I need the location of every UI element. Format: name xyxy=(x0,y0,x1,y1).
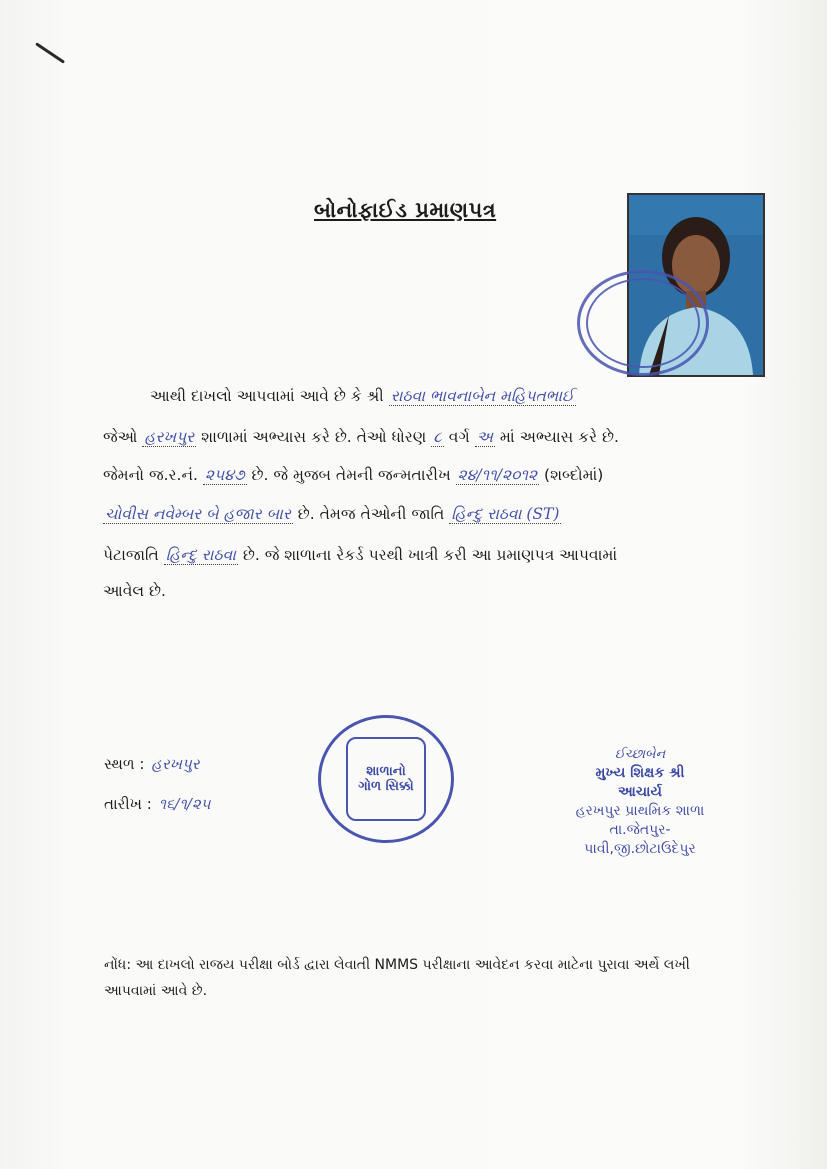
headmaster-signature-block xyxy=(555,745,725,859)
signature-scribble: ઈચ્છાબેન xyxy=(614,747,666,762)
line5-suffix: છે. જે શાળાના રેકર્ડ પરથી ખાત્રી કરી આ પ્રમાણપત્ર આપવામાં xyxy=(242,546,618,564)
line3-mid: છે. જે મુજબ તેમની જન્મતારીખ xyxy=(251,466,451,484)
pen-mark xyxy=(35,42,65,63)
line2-mid: શાળામાં અભ્યાસ કરે છે. તેઓ ધોરણ xyxy=(201,428,427,446)
line-dob-words-caste xyxy=(103,505,561,524)
dob-field: ૨૪/૧૧/૨૦૧૨ xyxy=(457,466,538,484)
line4-mid: છે. તેમજ તેઓની જાતિ xyxy=(297,505,445,523)
line-subcaste xyxy=(103,546,617,565)
line2-mid2: વર્ગ xyxy=(448,428,470,446)
line1-text: આથી દાખલો આપવામાં આવે છે કે શ્રી xyxy=(150,387,384,405)
stamp-text: શાળાનો xyxy=(366,764,406,779)
signature-title: મુખ્ય શિક્ષક શ્રી xyxy=(595,765,685,781)
line-register-dob xyxy=(103,466,603,485)
line-student-name xyxy=(150,387,576,406)
division-field: અ xyxy=(476,428,493,446)
signature-role: આચાર્ય xyxy=(618,784,662,800)
line3-suffix: (શબ્દોમાં) xyxy=(544,466,604,484)
stamp-inner-box xyxy=(346,737,426,821)
line2-suffix: માં અભ્યાસ કરે છે. xyxy=(499,428,619,446)
footnote: નોંધ: આ દાખલો રાજય પરીક્ષા બોર્ડ દ્વારા લેવાતી NMMS પરીક્ષાના આવેદન કરવા માટેના પુરાવા અર્થે લખી આપવામાં આવે છે. xyxy=(104,957,690,999)
line-closing: આવેલ છે. xyxy=(103,582,166,600)
certificate-title: બોનોફાઈડ પ્રમાણપત્ર xyxy=(314,198,497,222)
line-school-class xyxy=(103,428,619,447)
line5-prefix: પેટાજાતિ xyxy=(103,546,159,564)
place-label: સ્થળ : xyxy=(104,755,145,773)
place-value: હરખપુર xyxy=(151,755,200,773)
student-name-field: રાઠવા ભાવનાબેન મહિપતભાઈ xyxy=(390,387,574,405)
school-round-stamp xyxy=(318,715,454,843)
date-row xyxy=(104,795,212,813)
signature-address: તા.જેતપુર-પાવી,જી.છોટાઉદેપુર xyxy=(584,822,696,857)
photo-attestation-stamp xyxy=(577,270,709,376)
dob-words-field: ચોવીસ નવેમ્બર બે હજાર બાર xyxy=(105,505,291,523)
signature-school: હરખપુર પ્રાથમિક શાળા xyxy=(575,803,705,819)
school-field: હરખપુર xyxy=(144,428,195,446)
date-label: તારીખ : xyxy=(104,795,152,813)
line2-prefix: જેઓ xyxy=(103,428,138,446)
place-row xyxy=(104,755,201,773)
subcaste-field: હિન્દુ રાઠવા xyxy=(165,546,236,564)
stamp-text-2: ગોળ સિક્કો xyxy=(358,779,414,794)
line3-prefix: જેમનો જ.ર.નં. xyxy=(103,466,198,484)
gr-number-field: ૨૫૪૭ xyxy=(204,466,245,484)
date-value: ૧૬/૧/૨૫ xyxy=(158,795,211,813)
caste-field: હિન્દુ રાઠવા (ST) xyxy=(451,505,560,523)
standard-field: ૮ xyxy=(433,428,442,446)
